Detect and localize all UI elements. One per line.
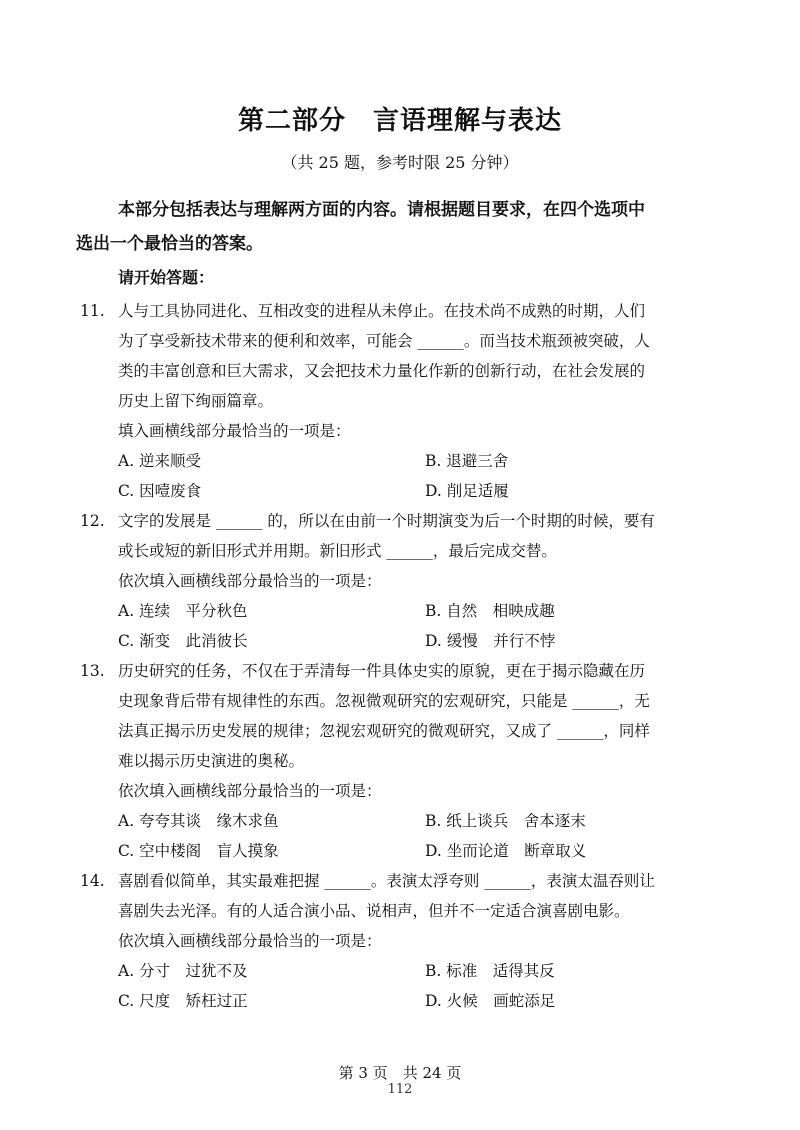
question-prompt: 填入画横线部分最恰当的一项是： — [118, 422, 351, 440]
question-text-line: 法真正揭示历史发展的规律；忽视宏观研究的微观研究，又成了 ______，同样 — [118, 722, 650, 740]
question-13 — [80, 656, 720, 866]
option-d[interactable]: D. 削足适履 — [425, 482, 509, 500]
question-text-line: 类的丰富创意和巨大需求，又会把技术力量化作新的创新行动，在社会发展的 — [118, 362, 646, 380]
instructions-line-1: 本部分包括表达与理解两方面的内容。请根据题目要求，在四个选项中 — [118, 200, 645, 220]
option-d[interactable]: D. 坐而论道 断章取义 — [425, 842, 587, 860]
question-text-line: 喜剧失去光泽。有的人适合演小品、说相声，但并不一定适合演喜剧电影。 — [118, 902, 630, 920]
options-group — [80, 956, 720, 1016]
instructions-line-2: 选出一个最恰当的答案。 — [76, 234, 263, 254]
option-c[interactable]: C. 渐变 此消彼长 — [118, 632, 248, 650]
option-a[interactable]: A. 连续 平分秋色 — [118, 602, 248, 620]
question-text-line: 难以揭示历史演进的奥秘。 — [118, 752, 305, 770]
question-number: 12. — [80, 512, 105, 530]
option-b[interactable]: B. 退避三舍 — [425, 452, 509, 470]
question-text-line: 历史上留下绚丽篇章。 — [118, 392, 274, 410]
option-b[interactable]: B. 自然 相映成趣 — [425, 602, 555, 620]
option-b[interactable]: B. 纸上谈兵 舍本逐末 — [425, 812, 586, 830]
options-group — [80, 446, 720, 506]
question-number: 11. — [80, 302, 105, 320]
question-number: 13. — [80, 662, 105, 680]
option-c[interactable]: C. 因噎废食 — [118, 482, 202, 500]
question-12 — [80, 506, 720, 656]
options-group — [80, 596, 720, 656]
option-c[interactable]: C. 尺度 矫枉过正 — [118, 992, 248, 1010]
option-a[interactable]: A. 夸夸其谈 缘木求鱼 — [118, 812, 279, 830]
question-text-line: 喜剧看似简单，其实最难把握 ______。表演太浮夸则 ______，表演太温吞则让 — [118, 872, 655, 890]
question-14 — [80, 866, 720, 1016]
question-prompt: 依次填入画横线部分最恰当的一项是： — [118, 782, 382, 800]
section-instructions — [76, 193, 718, 261]
question-text-line: 文字的发展是 ______ 的，所以在由前一个时期演变为后一个时期的时候，要有 — [118, 512, 655, 530]
option-d[interactable]: D. 缓慢 并行不悖 — [425, 632, 556, 650]
question-text-line: 人与工具协同进化、互相改变的进程从未停止。在技术尚不成熟的时期，人们 — [118, 302, 646, 320]
question-text-line: 历史研究的任务，不仅在于弄清每一件具体史实的原貌，更在于揭示隐藏在历 — [118, 662, 646, 680]
question-text-line: 史现象背后带有规律性的东西。忽视微观研究的宏观研究，只能是 ______，无 — [118, 692, 650, 710]
option-a[interactable]: A. 逆来顺受 — [118, 452, 202, 470]
section-title: 第二部分 言语理解与表达 — [237, 106, 562, 136]
option-a[interactable]: A. 分寸 过犹不及 — [118, 962, 248, 980]
option-d[interactable]: D. 火候 画蛇添足 — [425, 992, 556, 1010]
option-b[interactable]: B. 标准 适得其反 — [425, 962, 555, 980]
option-c[interactable]: C. 空中楼阁 盲人摸象 — [118, 842, 279, 860]
options-group — [80, 806, 720, 866]
question-prompt: 依次填入画横线部分最恰当的一项是： — [118, 932, 382, 950]
start-prompt: 请开始答题： — [118, 268, 215, 287]
question-11 — [80, 296, 720, 506]
page-serial-number: 112 — [387, 1082, 413, 1097]
question-text-line: 或长或短的新旧形式并用期。新旧形式 ______，最后完成交替。 — [118, 542, 557, 560]
section-subtitle: （共 25 题，参考时限 25 分钟） — [281, 153, 519, 172]
page-indicator: 第 3 页 共 24 页 — [338, 1064, 462, 1082]
question-prompt: 依次填入画横线部分最恰当的一项是： — [118, 572, 382, 590]
question-text-line: 为了享受新技术带来的便利和效率，可能会 ______。而当技术瓶颈被突破，人 — [118, 332, 650, 350]
question-number: 14. — [80, 872, 105, 890]
